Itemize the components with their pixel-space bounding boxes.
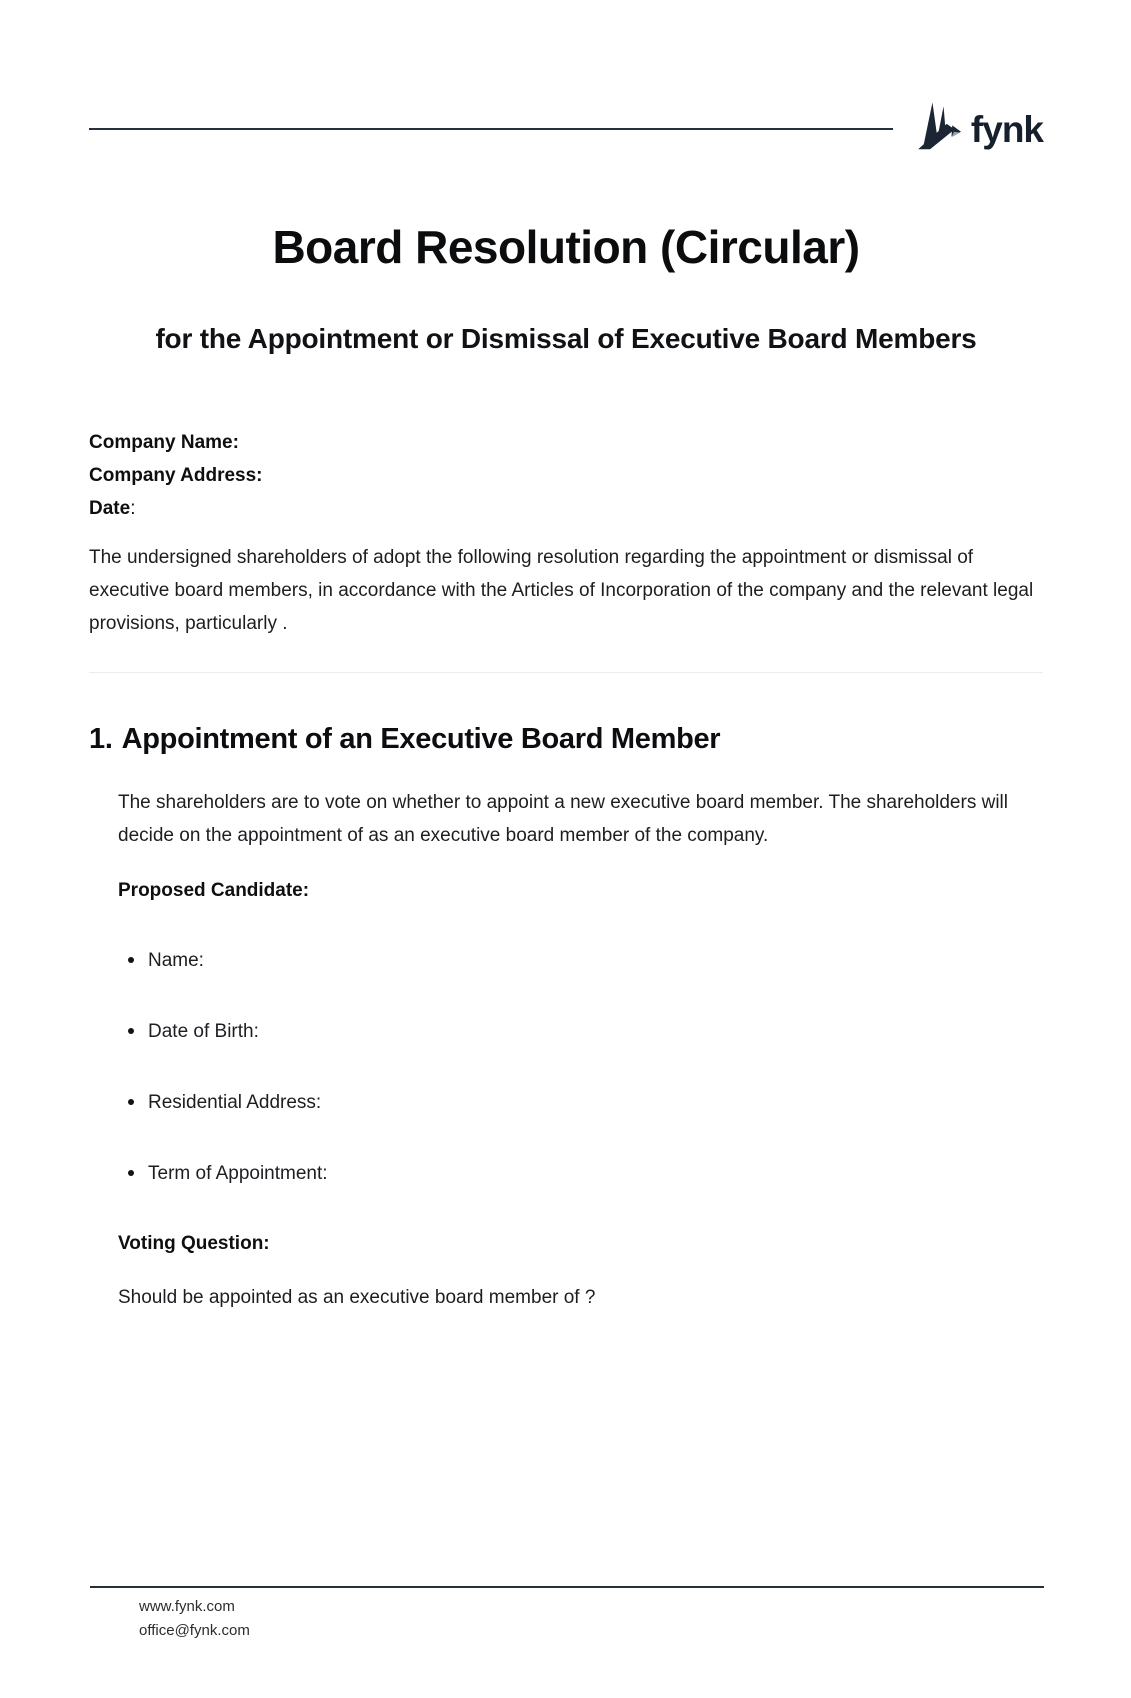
section-1-heading: [89, 722, 1043, 756]
list-item: [118, 944, 1043, 977]
company-meta: [89, 426, 1043, 525]
fynk-logo: [915, 99, 1043, 160]
list-item-label: Date of Birth:: [148, 1021, 259, 1043]
list-item-label: Residential Address:: [148, 1092, 322, 1114]
section-divider: [89, 672, 1043, 673]
company-name-row: [89, 426, 1043, 459]
intro-paragraph: The undersigned shareholders of adopt the following resolution regarding the appointment or dismissal of executive board members, in accordance with the Articles of Incorporation of the company and the relevant legal provisions, particularly .: [89, 547, 1034, 635]
date-label: Date: [89, 498, 131, 520]
date-row: [89, 492, 1043, 525]
list-item-label: Term of Appointment:: [148, 1163, 328, 1185]
header: [89, 98, 1043, 160]
footer-website: www.fynk.com: [139, 1598, 235, 1615]
company-name-label: Company Name:: [89, 432, 239, 454]
header-rule: [89, 128, 893, 130]
list-item-label: Name:: [148, 950, 204, 972]
list-item: [118, 1157, 1043, 1190]
bullet-icon: [128, 1028, 134, 1034]
proposed-candidate-label: Proposed Candidate:: [118, 880, 310, 902]
section-1-number: 1.: [89, 723, 113, 756]
footer-contact: [90, 1595, 1044, 1643]
company-address-row: [89, 459, 1043, 492]
list-item: [118, 1086, 1043, 1119]
voting-question-label: Voting Question:: [118, 1233, 270, 1255]
footer: [90, 1586, 1044, 1643]
bullet-icon: [128, 957, 134, 963]
voting-question-text: Should be appointed as an executive board member of ?: [118, 1287, 596, 1309]
footer-rule: [90, 1586, 1044, 1588]
bullet-icon: [128, 1099, 134, 1105]
page-subtitle: for the Appointment or Dismissal of Executive Board Members: [155, 323, 977, 355]
company-address-label: Company Address:: [89, 465, 263, 487]
section-1-paragraph: The shareholders are to vote on whether to appoint a new executive board member. The shareholders will decide on the appointment of as an executive board member of the company.: [118, 792, 1008, 847]
document-page: [0, 98, 1131, 1314]
candidate-detail-list: [118, 944, 1043, 1190]
list-item: [118, 1015, 1043, 1048]
footer-email: office@fynk.com: [139, 1622, 250, 1639]
brand-wordmark: fynk: [970, 108, 1043, 150]
date-colon: :: [130, 498, 136, 520]
section-1-title: Appointment of an Executive Board Member: [121, 723, 721, 756]
bullet-icon: [128, 1170, 134, 1176]
origami-bird-icon: [915, 99, 961, 160]
page-title: Board Resolution (Circular): [272, 221, 860, 273]
